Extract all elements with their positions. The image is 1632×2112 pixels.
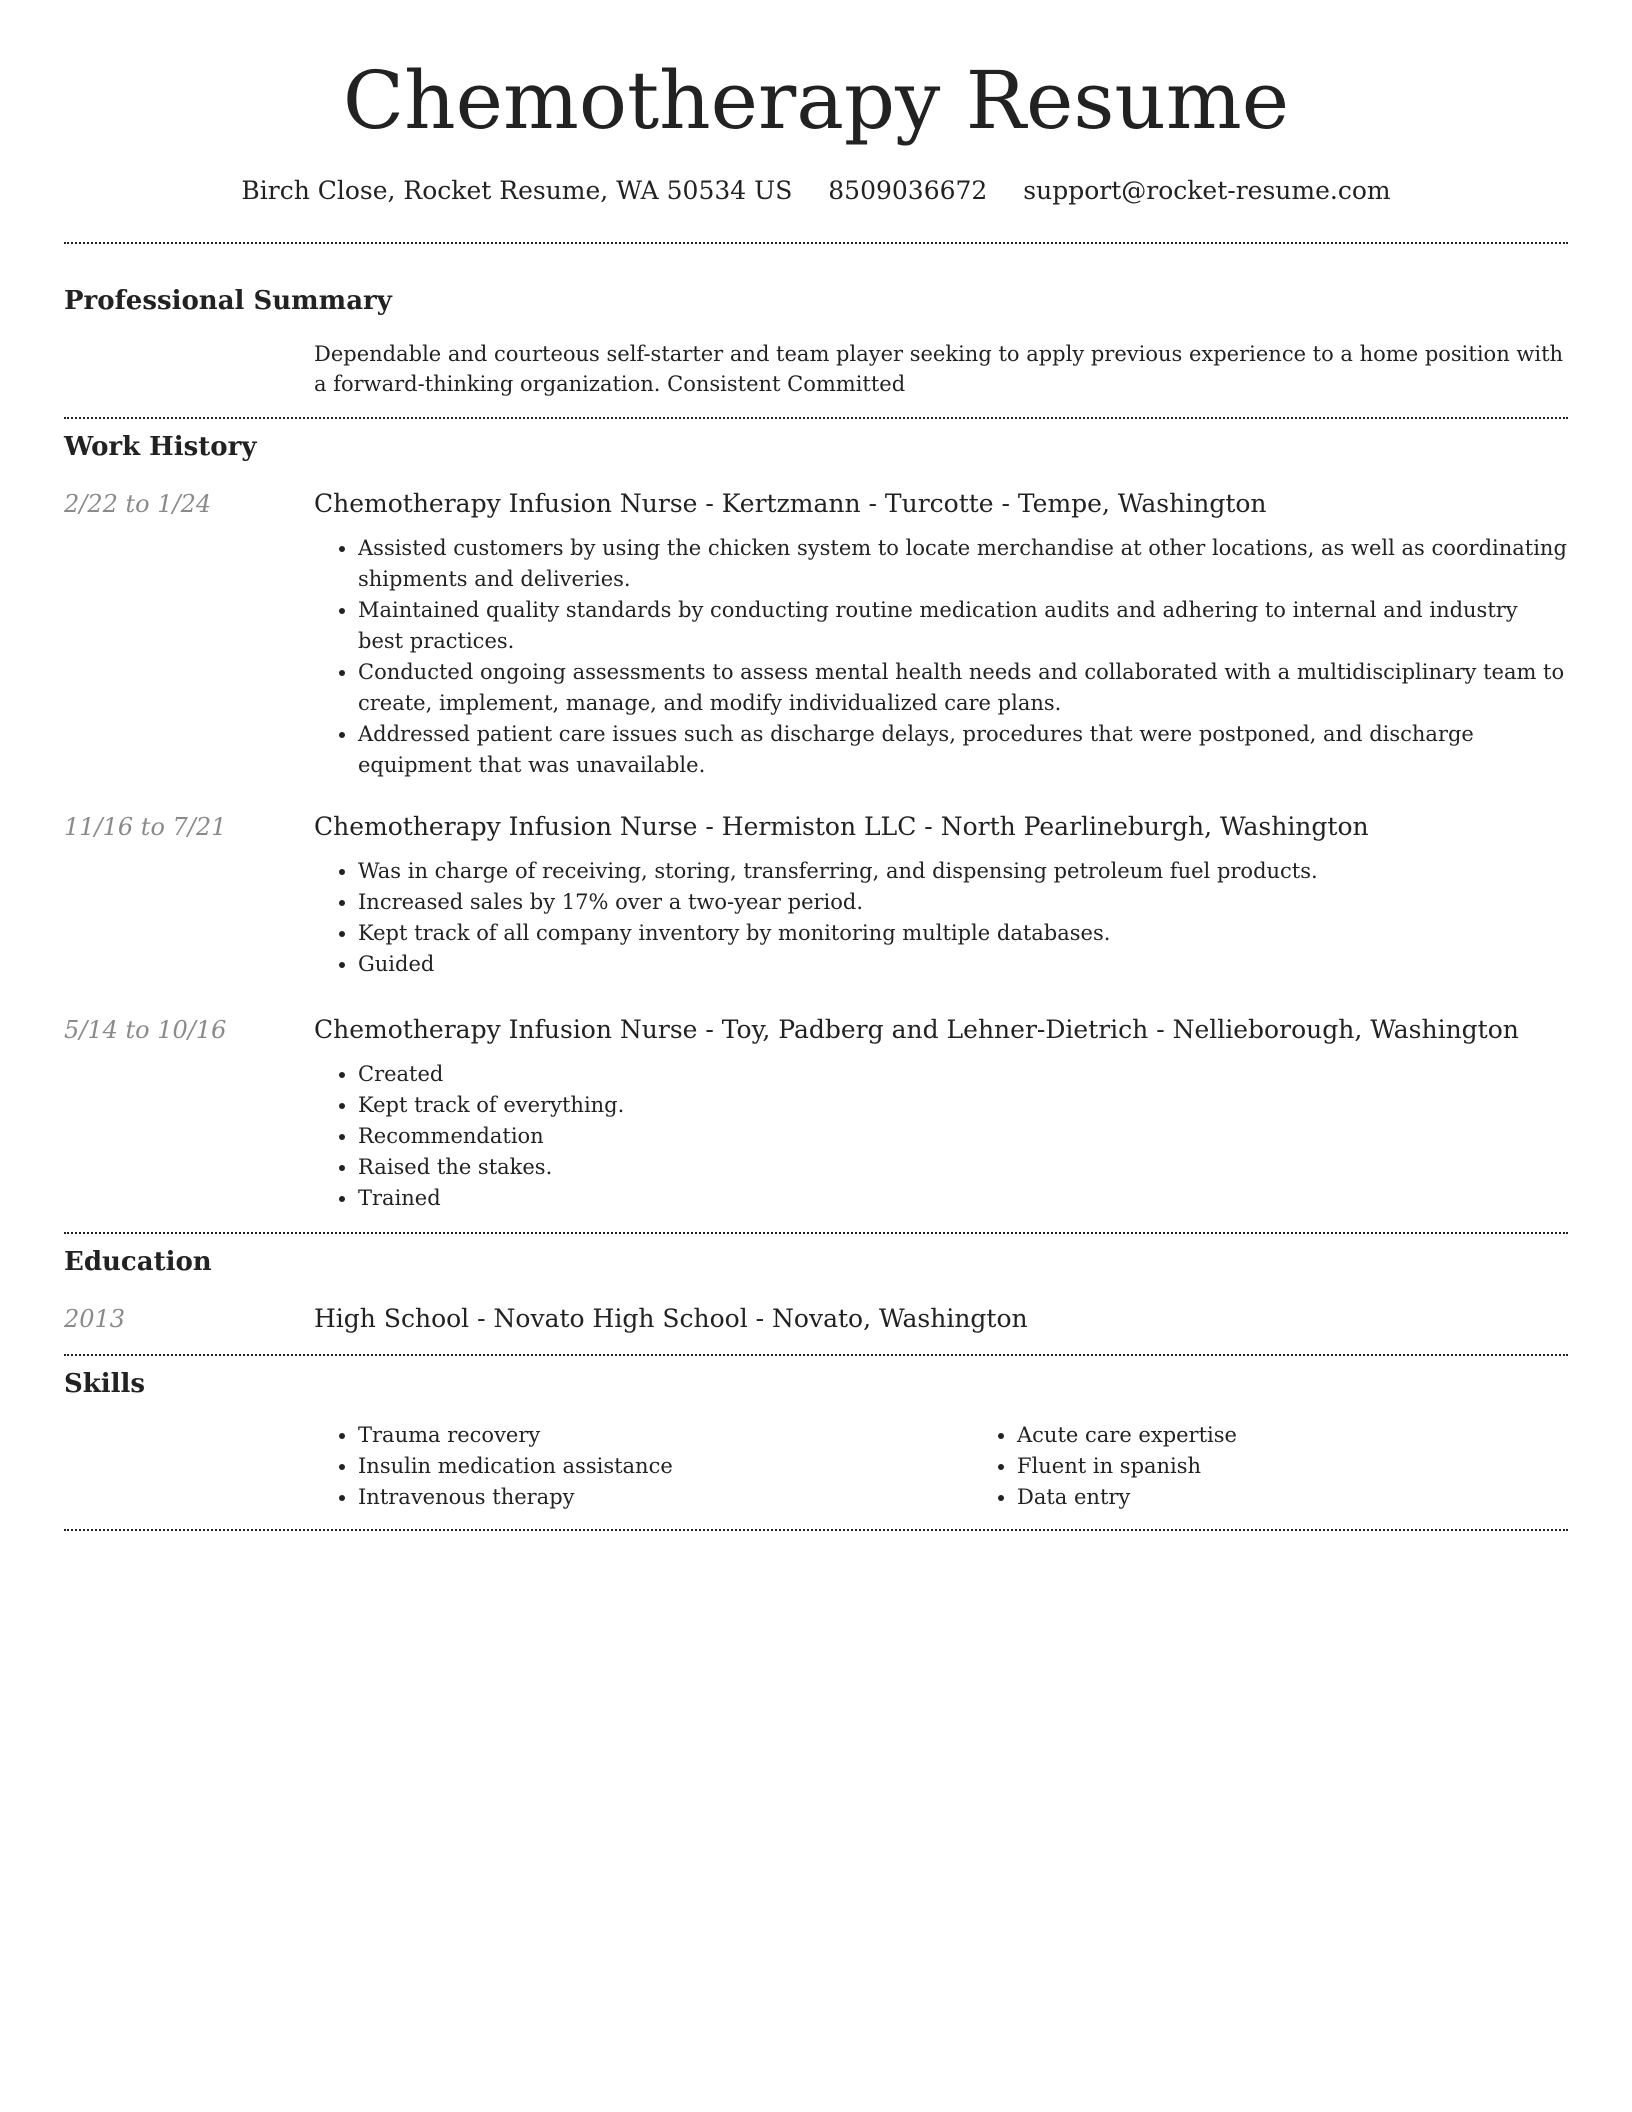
list-item: • Raised the stakes. (358, 1152, 1568, 1183)
section-title-summary: Professional Summary (64, 286, 392, 316)
contact-address: Birch Close, Rocket Resume, WA 50534 US (241, 176, 793, 205)
section-title-education: Education (64, 1247, 212, 1277)
job-entry (64, 1013, 1568, 1214)
job-entry (64, 487, 1568, 781)
list-item: • Created (358, 1059, 1568, 1090)
list-item: • Trained (358, 1183, 1568, 1214)
skill-item: • Fluent in spanish (1017, 1451, 1568, 1482)
list-item: • Recommendation (358, 1121, 1568, 1152)
list-item: • Increased sales by 17% over a two-year period. (358, 887, 1568, 918)
job-title: Chemotherapy Infusion Nurse - Hermiston LLC - North Pearlineburgh, Washington (314, 812, 1369, 841)
skills-columns (314, 1420, 1568, 1513)
skills-section (64, 1356, 1568, 1513)
resume-name: Chemotherapy Resume (342, 54, 1290, 147)
job-bullets (314, 533, 1568, 781)
job-bullets (314, 856, 1568, 980)
skill-item: • Data entry (1017, 1482, 1568, 1513)
work-history-section (64, 419, 1568, 1214)
job-title: Chemotherapy Infusion Nurse - Kertzmann - Turcotte - Tempe, Washington (314, 489, 1267, 518)
list-item: • Guided (358, 949, 1568, 980)
list-item: • Kept track of everything. (358, 1090, 1568, 1121)
job-dates: 11/16 to 7/21 (64, 813, 227, 841)
list-item: • Was in charge of receiving, storing, transferring, and dispensing petroleum fuel products. (358, 856, 1568, 887)
skills-list-right (973, 1420, 1568, 1513)
skill-item: • Insulin medication assistance (358, 1451, 973, 1482)
contact-phone: 8509036672 (828, 176, 988, 205)
resume-page (64, 0, 1568, 1531)
contact-line (64, 172, 1568, 210)
education-year: 2013 (64, 1305, 126, 1333)
education-section (64, 1234, 1568, 1336)
list-item: • Conducted ongoing assessments to assess mental health needs and collaborated with a multidisciplinary team to create, implement, manage, and modify individualized care plans. (358, 657, 1568, 719)
job-dates: 5/14 to 10/16 (64, 1016, 227, 1044)
list-item: • Kept track of all company inventory by monitoring multiple databases. (358, 918, 1568, 949)
skill-item: • Intravenous therapy (358, 1482, 973, 1513)
skill-item: • Trauma recovery (358, 1420, 973, 1451)
skills-list-left (314, 1420, 973, 1513)
skill-item: • Acute care expertise (1017, 1420, 1568, 1451)
section-title-work-history: Work History (64, 432, 257, 462)
job-entry (64, 810, 1568, 980)
list-item: • Assisted customers by using the chicken system to locate merchandise at other locations, as well as coordinating shipments and deliveries. (358, 533, 1568, 595)
job-bullets (314, 1059, 1568, 1214)
education-title: High School - Novato High School - Novato, Washington (314, 1304, 1028, 1333)
summary-text: Dependable and courteous self-starter and team player seeking to apply previous experience to a home position with a forward-thinking organization. Consistent Committed (314, 342, 1564, 396)
divider (64, 1529, 1568, 1531)
education-entry (64, 1302, 1568, 1336)
job-title: Chemotherapy Infusion Nurse - Toy, Padberg and Lehner-Dietrich - Nellieborough, Washington (314, 1015, 1519, 1044)
list-item: • Addressed patient care issues such as discharge delays, procedures that were postponed, and discharge equipment that was unavailable. (358, 719, 1568, 781)
summary-section (64, 244, 1568, 399)
contact-email: support@rocket-resume.com (1023, 176, 1391, 205)
section-title-skills: Skills (64, 1369, 146, 1399)
job-dates: 2/22 to 1/24 (64, 490, 212, 518)
list-item: • Maintained quality standards by conducting routine medication audits and adhering to internal and industry best practices. (358, 595, 1568, 657)
